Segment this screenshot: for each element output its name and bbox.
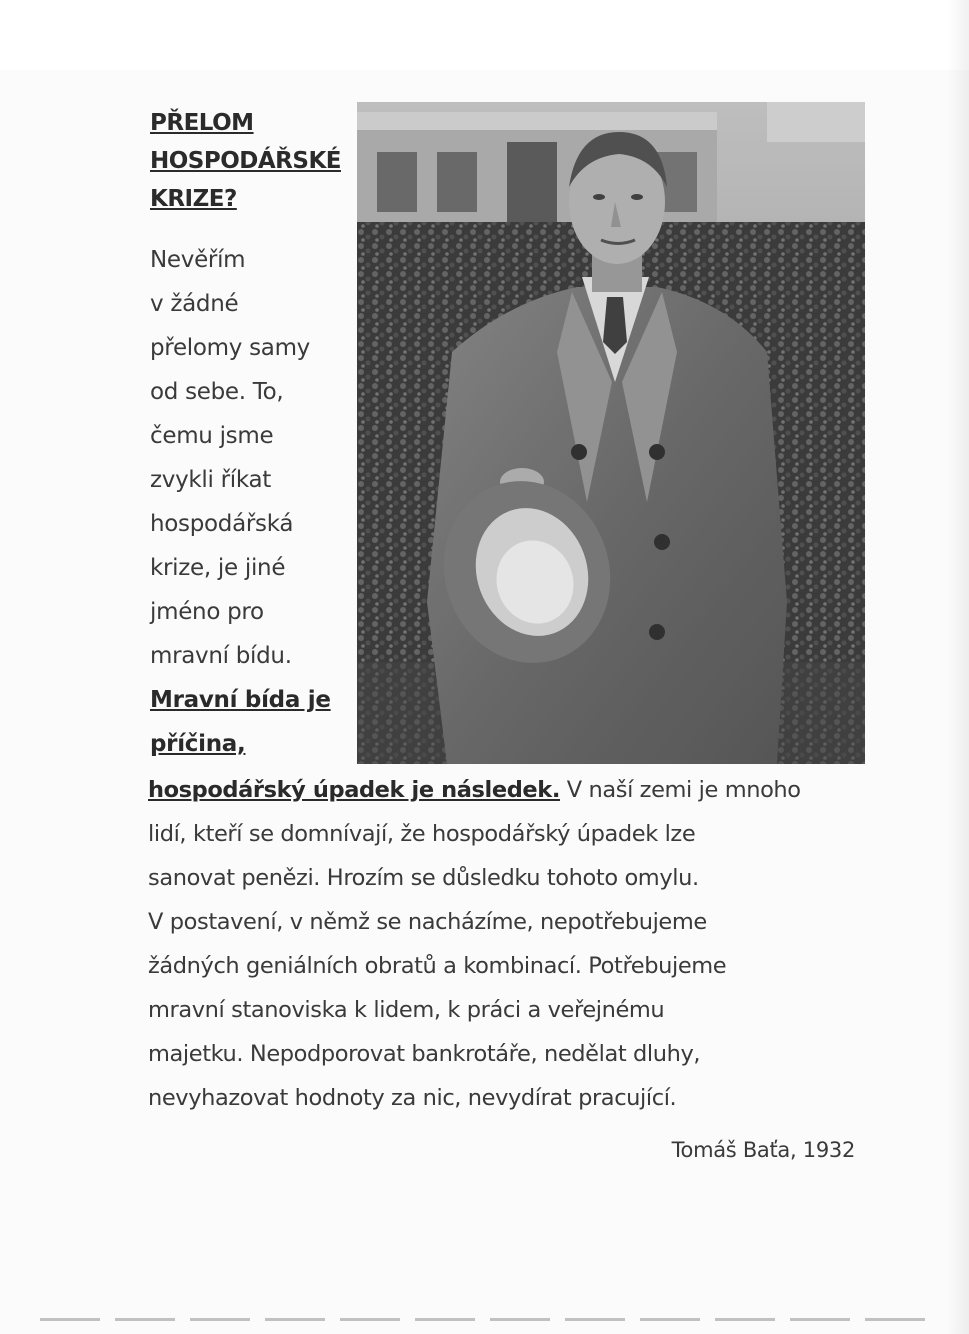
headline-line: HOSPODÁŘSKÉ <box>150 148 341 174</box>
text-line: nevyhazovat hodnoty za nic, nevydírat pracující. <box>148 1085 677 1111</box>
side-column-text <box>150 238 350 766</box>
text-line: zvykli říkat <box>150 467 271 493</box>
body-paragraph <box>148 768 878 1120</box>
text-line: žádných geniálních obratů a kombinací. Potřebujeme <box>148 953 727 979</box>
headline-line: KRIZE? <box>150 186 237 212</box>
scan-bottom-edge <box>40 1318 929 1321</box>
text-line: V postavení, v němž se nacházíme, nepotřebujeme <box>148 909 707 935</box>
signature: Tomáš Baťa, 1932 <box>671 1138 855 1162</box>
text-line: Nevěřím <box>150 247 246 273</box>
text-line: mravní stanoviska k lidem, k práci a veřejnému <box>148 997 665 1023</box>
headline-line: PŘELOM <box>150 110 254 136</box>
text-line: sanovat penězi. Hrozím se důsledku tohoto omylu. <box>148 865 699 891</box>
emphasis-line: Mravní bída je <box>150 687 331 713</box>
text-line: od sebe. To, <box>150 379 284 405</box>
text-line: lidí, kteří se domnívají, že hospodářský úpadek lze <box>148 821 696 847</box>
text-line <box>148 768 878 812</box>
text-line: v žádné <box>150 291 239 317</box>
headline <box>150 104 350 218</box>
text-line: jméno pro <box>150 599 264 625</box>
text-line: mravní bídu. <box>150 643 292 669</box>
text-line: čemu jsme <box>150 423 274 449</box>
text-line: majetku. Nepodporovat bankrotáře, nedělat dluhy, <box>148 1041 701 1067</box>
page-top-margin <box>0 0 969 70</box>
scan-edge-shade <box>947 0 969 1334</box>
text-line: přelomy samy <box>150 335 310 361</box>
text-line: krize, je jiné <box>150 555 286 581</box>
emphasis-phrase: hospodářský úpadek je následek. <box>148 777 560 803</box>
text-fragment: V naší zemi je mnoho <box>560 777 801 803</box>
portrait-photo-graphic <box>357 102 865 764</box>
emphasis-line: příčina, <box>150 731 246 757</box>
text-line: hospodářská <box>150 511 294 537</box>
portrait-photo <box>357 102 865 764</box>
